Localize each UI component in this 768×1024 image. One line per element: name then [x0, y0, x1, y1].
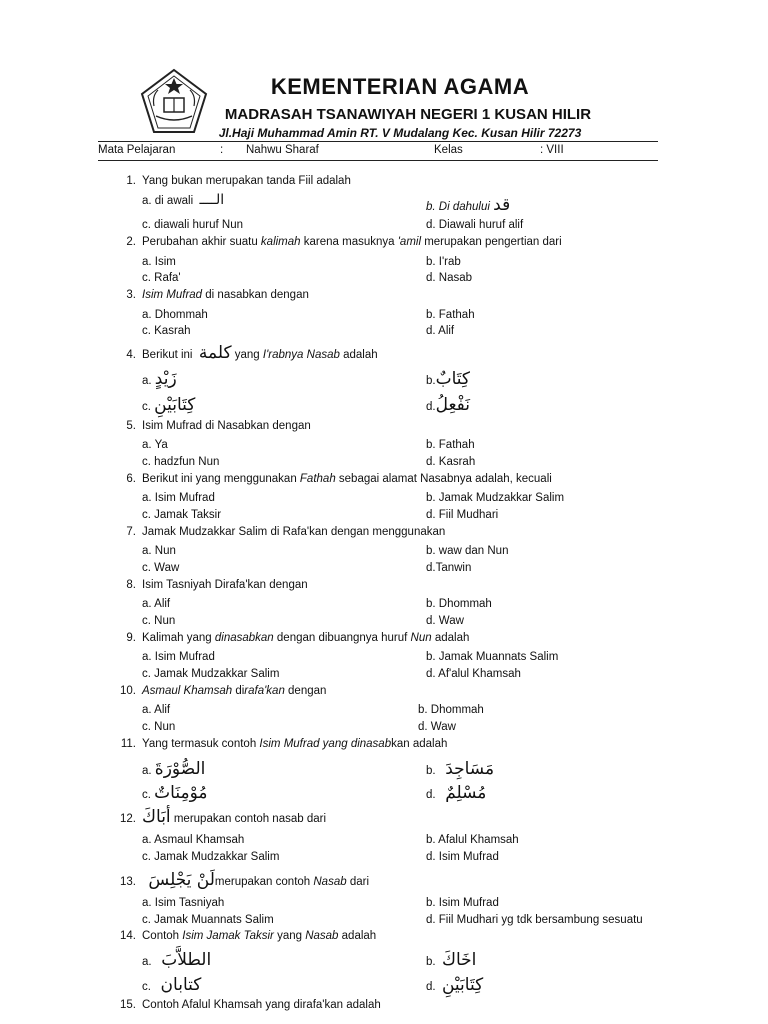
option-a: a. Dhommah	[142, 309, 208, 321]
option-b: b. Fathah	[426, 309, 475, 321]
option-d: d. كِتَابَيْنِ	[426, 975, 484, 995]
question-15: 15. Contoh Afalul Khamsah yang dirafa'kan adalah	[120, 999, 381, 1011]
option-a: a. Isim Tasniyah	[142, 897, 225, 909]
subject-label: Mata Pelajaran	[98, 144, 176, 156]
question-13: 13. لَنْ يَجْلِسَmerupakan contoh Nasab dari	[120, 870, 369, 890]
option-a: a. di awali الــــ	[142, 192, 225, 208]
option-c: c. Jamak Taksir	[142, 509, 222, 521]
school-name: MADRASAH TSANAWIYAH NEGERI 1 KUSAN HILIR	[224, 106, 592, 123]
meta-divider	[98, 160, 658, 161]
option-a: a. Ya	[142, 439, 168, 451]
option-a: a. Nun	[142, 545, 176, 557]
option-c: c. Rafa'	[142, 272, 181, 284]
option-b: b. Dhommah	[418, 704, 484, 716]
option-a: a. الطلاَّبَ	[142, 950, 212, 970]
class-value: : VIII	[540, 144, 564, 156]
option-c: c. hadzfun Nun	[142, 456, 220, 468]
option-b: b. I'rab	[426, 256, 461, 268]
option-b: b. اخَاكَ	[426, 950, 477, 970]
header-divider	[98, 141, 658, 142]
ministry-title: KEMENTERIAN AGAMA	[270, 74, 530, 99]
option-a: a. Alif	[142, 598, 171, 610]
option-a: a. Alif	[142, 704, 171, 716]
option-c: c. diawali huruf Nun	[142, 219, 243, 231]
option-d: d. Waw	[426, 615, 464, 627]
option-d: d. Kasrah	[426, 456, 476, 468]
option-c: c. كتابان	[142, 975, 202, 995]
option-c: c. Kasrah	[142, 325, 191, 337]
question-text: Yang bukan merupakan tanda Fiil adalah	[142, 175, 351, 187]
option-c: c. Nun	[142, 615, 176, 627]
option-a: a. Isim Mufrad	[142, 492, 215, 504]
option-b: b.كِتَابٌ	[426, 369, 471, 389]
option-c: c. Waw	[142, 562, 180, 574]
option-a: a. الصُّوْرَةَ	[142, 759, 206, 779]
question-12: 12. أبَاكَ merupakan contoh nasab dari	[120, 807, 327, 827]
option-b: b. مَسَاجِدَ	[426, 759, 495, 779]
option-a: a. Asmaul Khamsah	[142, 834, 245, 846]
option-d: d. Alif	[426, 325, 455, 337]
option-b: b. Fathah	[426, 439, 475, 451]
question-2: 2. Perubahan akhir suatu kalimah karena masuknya 'amil merupakan pengertian dari	[126, 236, 562, 248]
question-5: 5. Isim Mufrad di Nasabkan dengan	[126, 420, 311, 432]
question-6: 6. Berikut ini yang menggunakan Fathah sebagai alamat Nasabnya adalah, kecuali	[126, 473, 552, 485]
question-1: 1. Yang bukan merupakan tanda Fiil adalah	[126, 175, 351, 187]
option-c: c. كِتَابَيْنِ	[142, 395, 196, 415]
subject-separator: :	[220, 144, 224, 156]
option-d: d. Isim Mufrad	[426, 851, 499, 863]
question-9: 9. Kalimah yang dinasabkan dengan dibuangnya huruf Nun adalah	[126, 632, 470, 644]
option-c: c. Jamak Muannats Salim	[142, 914, 274, 926]
option-b: b. waw dan Nun	[426, 545, 509, 557]
option-d: d.Tanwin	[426, 562, 472, 574]
question-11: 11. Yang termasuk contoh Isim Mufrad yang dinasabkan adalah	[120, 738, 448, 750]
option-b: b. Dhommah	[426, 598, 492, 610]
question-8: 8. Isim Tasniyah Dirafa'kan dengan	[126, 579, 308, 591]
question-7: 7. Jamak Mudzakkar Salim di Rafa'kan dengan menggunakan	[126, 526, 446, 538]
option-b: b. Jamak Muannats Salim	[426, 651, 559, 663]
option-b: b. Di dahului قد	[426, 195, 511, 215]
option-b: b. Isim Mufrad	[426, 897, 499, 909]
option-d: d. Fiil Mudhari yg tdk bersambung sesuatu	[426, 914, 643, 926]
option-a: a. زَيْدٍ	[142, 369, 177, 389]
option-d: d. Fiil Mudhari	[426, 509, 499, 521]
option-b: b. Afalul Khamsah	[426, 834, 519, 846]
option-c: c. Jamak Mudzakkar Salim	[142, 851, 280, 863]
question-14: 14. Contoh Isim Jamak Taksir yang Nasab adalah	[120, 930, 377, 942]
option-c: c. Nun	[142, 721, 176, 733]
question-4: 4. Berikut ini كلمة yang I'rabnya Nasab adalah	[126, 343, 378, 363]
option-d: d. Diawali huruf alif	[426, 219, 524, 231]
option-a: a. Isim	[142, 256, 176, 268]
option-d: d. Waw	[418, 721, 456, 733]
question-3: 3. Isim Mufrad di nasabkan dengan	[126, 289, 309, 301]
option-d: d. Nasab	[426, 272, 473, 284]
class-label: Kelas	[434, 144, 463, 156]
option-b: b. Jamak Mudzakkar Salim	[426, 492, 565, 504]
option-d: d. Af'alul Khamsah	[426, 668, 521, 680]
subject-value: Nahwu Sharaf	[246, 144, 319, 156]
option-d: d.نَفْعِلُ	[426, 395, 471, 415]
option-c: c. مُوْمِنَاتٌ	[142, 783, 208, 803]
question-10: 10. Asmaul Khamsah dirafa'kan dengan	[120, 685, 327, 697]
option-d: d. مُسْلِمٌ	[426, 783, 487, 803]
option-a: a. Isim Mufrad	[142, 651, 215, 663]
option-c: c. Jamak Mudzakkar Salim	[142, 668, 280, 680]
school-address: Jl.Haji Muhammad Amin RT. V Mudalang Kec. Kusan Hilir 72273	[218, 126, 582, 140]
